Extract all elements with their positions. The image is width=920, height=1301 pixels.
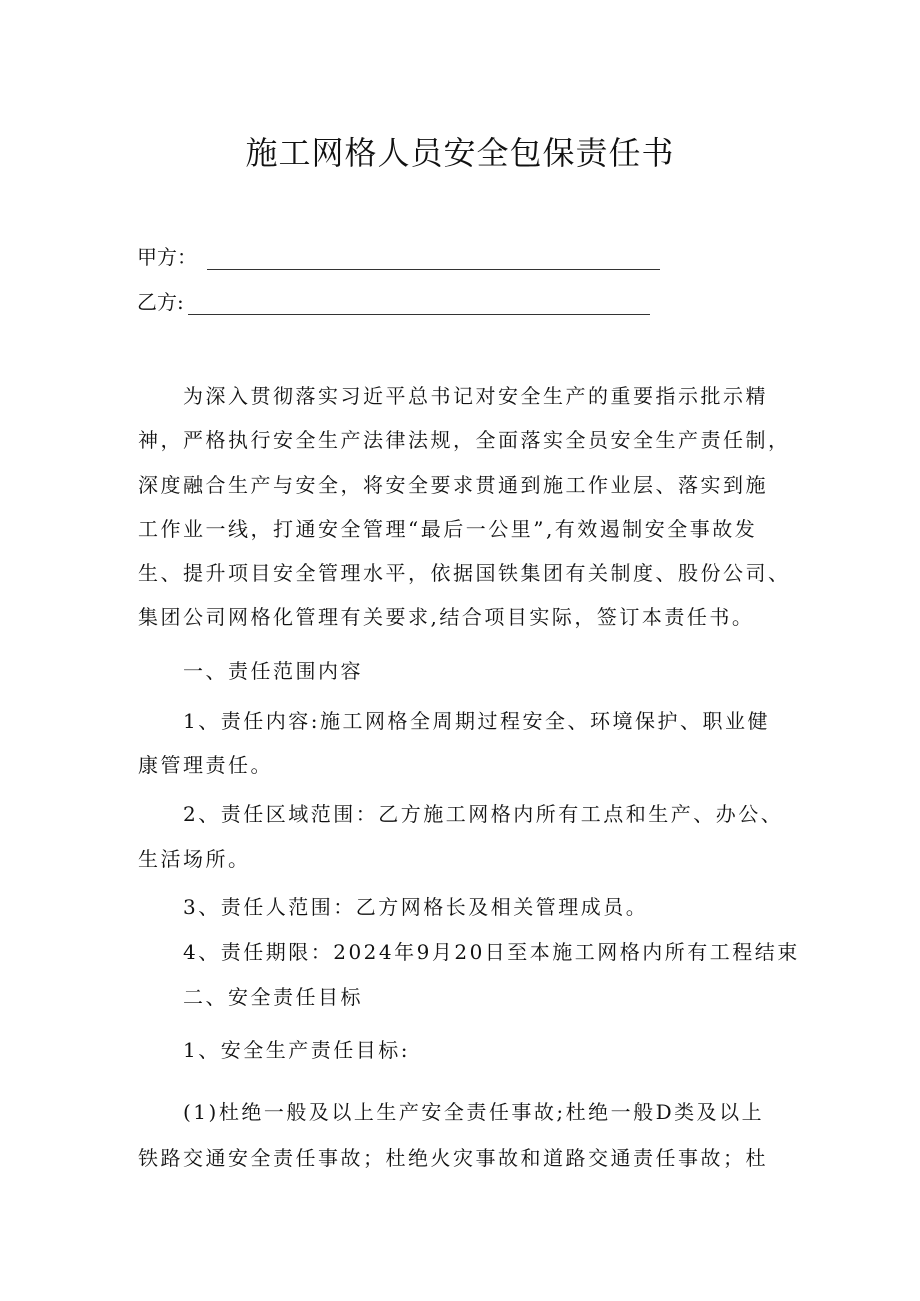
text-line: 康管理责任。 bbox=[138, 753, 273, 777]
text-line: 神，严格执行安全生产法律法规，全面落实全员安全生产责任制， bbox=[138, 428, 791, 452]
party-a-row bbox=[137, 240, 660, 270]
text-line: 铁路交通安全责任事故；杜绝火灾事故和道路交通责任事故；杜 bbox=[138, 1146, 768, 1170]
text-line: 工作业一线，打通安全管理“最后一公里”,有效遏制安全事故发 bbox=[138, 517, 758, 541]
party-a-label: 甲方： bbox=[137, 245, 197, 269]
text-line: 生活场所。 bbox=[138, 847, 251, 871]
text-line: 集团公司网格化管理有关要求,结合项目实际，签订本责任书。 bbox=[138, 605, 755, 629]
text-line: 为深入贯彻落实习近平总书记对安全生产的重要指示批示精 bbox=[138, 384, 768, 408]
document-title: 施工网格人员安全包保责任书 bbox=[245, 134, 675, 172]
section-heading: 一、责任范围内容 bbox=[138, 659, 363, 683]
text-line: 4、责任期限：2024年9月20日至本施工网格内所有工程结束 bbox=[138, 940, 800, 964]
section-heading: 二、安全责任目标 bbox=[138, 985, 363, 1009]
party-b-label: 乙方: bbox=[137, 290, 184, 314]
text-line: (1)杜绝一般及以上生产安全责任事故;杜绝一般D类及以上 bbox=[138, 1100, 765, 1124]
party-b-blank-line bbox=[188, 294, 650, 315]
text-line: 2、责任区域范围：乙方施工网格内所有工点和生产、办公、 bbox=[138, 802, 784, 826]
party-a-blank-line bbox=[207, 249, 660, 270]
text-line: 深度融合生产与安全，将安全要求贯通到施工作业层、落实到施 bbox=[138, 473, 768, 497]
text-line: 3、责任人范围：乙方网格长及相关管理成员。 bbox=[138, 895, 649, 919]
text-line: 1、责任内容:施工网格全周期过程安全、环境保护、职业健 bbox=[138, 709, 770, 733]
party-b-row bbox=[137, 285, 650, 315]
text-line: 生、提升项目安全管理水平，依据国铁集团有关制度、股份公司、 bbox=[138, 561, 791, 585]
subsection-heading: 1、安全生产责任目标: bbox=[138, 1038, 410, 1062]
